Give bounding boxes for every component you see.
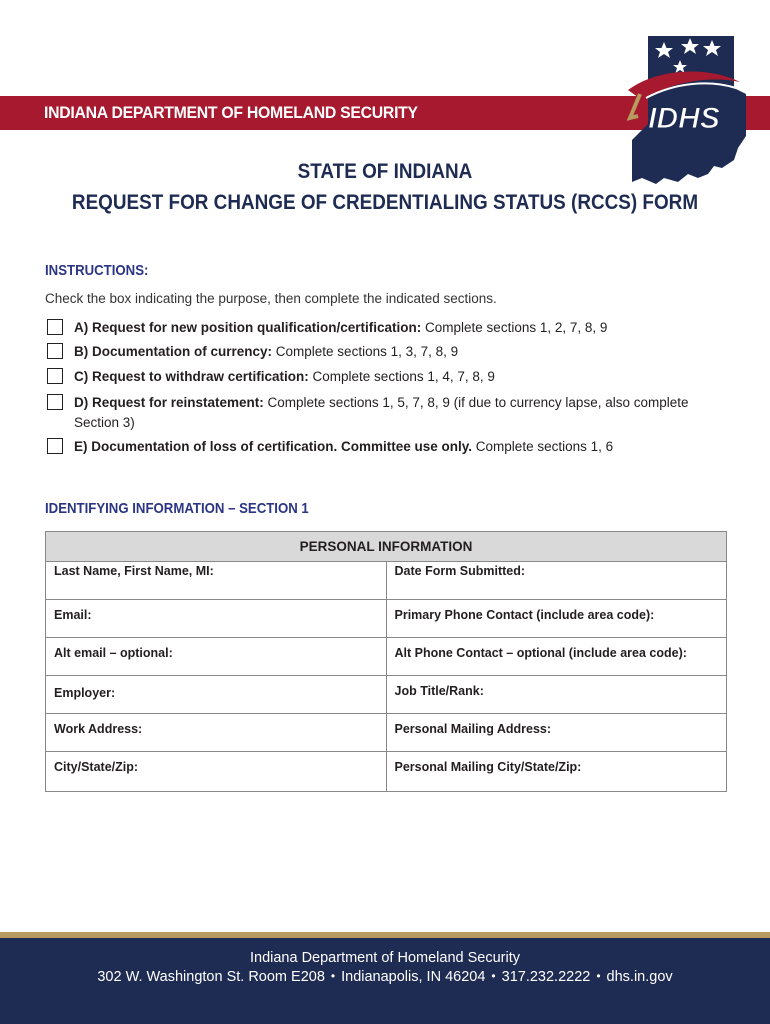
field-alt-phone[interactable]: Alt Phone Contact – optional (include area code): (386, 638, 727, 676)
checkbox-a[interactable] (47, 319, 63, 335)
checkbox-b[interactable] (47, 343, 63, 359)
bullet-icon: • (330, 969, 336, 983)
table-row (46, 600, 727, 638)
footer-contact (0, 969, 770, 985)
field-email[interactable]: Email: (46, 600, 387, 638)
footer-city: Indianapolis, IN 46204 (341, 969, 486, 985)
section1-heading: IDENTIFYING INFORMATION – SECTION 1 (45, 500, 309, 517)
checkbox-e[interactable] (47, 438, 63, 454)
instructions-intro: Check the box indicating the purpose, then complete the indicated sections. (45, 291, 497, 306)
checkbox-d[interactable] (47, 394, 63, 410)
agency-name: INDIANA DEPARTMENT OF HOMELAND SECURITY (44, 103, 418, 122)
field-name[interactable]: Last Name, First Name, MI: (46, 562, 387, 600)
field-alt-email[interactable]: Alt email – optional: (46, 638, 387, 676)
svg-text:IDHS: IDHS (648, 102, 720, 135)
field-job-title[interactable]: Job Title/Rank: (386, 676, 727, 714)
field-primary-phone[interactable]: Primary Phone Contact (include area code): (386, 600, 727, 638)
table-title: PERSONAL INFORMATION (46, 532, 727, 562)
footer-phone: 317.232.2222 (501, 969, 591, 985)
field-mailing-city-state-zip[interactable]: Personal Mailing City/State/Zip: (386, 752, 727, 792)
bullet-icon: • (491, 969, 496, 983)
form-title-line2: REQUEST FOR CHANGE OF CREDENTIALING STATUS (RCCS) FORM (71, 191, 699, 214)
instructions-heading: INSTRUCTIONS: (45, 262, 149, 279)
footer-website[interactable]: dhs.in.gov (606, 969, 673, 985)
option-e-label: E) Documentation of loss of certification. Committee use only. (74, 439, 473, 454)
option-a-label: A) Request for new position qualification/certification: (74, 320, 422, 335)
field-employer[interactable]: Employer: (46, 676, 387, 714)
option-b-detail: Complete sections 1, 3, 7, 8, 9 (272, 344, 459, 359)
footer-address: 302 W. Washington St. Room E208 (97, 969, 325, 985)
form-title-line1: STATE OF INDIANA (297, 160, 473, 183)
table-row (46, 562, 727, 600)
option-a-detail: Complete sections 1, 2, 7, 8, 9 (421, 320, 608, 335)
field-date-submitted[interactable]: Date Form Submitted: (386, 562, 727, 600)
option-d-label: D) Request for reinstatement: (74, 395, 264, 410)
field-city-state-zip[interactable]: City/State/Zip: (46, 752, 387, 792)
option-e-detail: Complete sections 1, 6 (472, 439, 614, 454)
personal-information-table (45, 531, 727, 792)
option-b-label: B) Documentation of currency: (74, 344, 273, 359)
option-c-detail: Complete sections 1, 4, 7, 8, 9 (308, 369, 495, 384)
field-mailing-address[interactable]: Personal Mailing Address: (386, 714, 727, 752)
option-c-label: C) Request to withdraw certification: (74, 369, 309, 384)
table-row (46, 752, 727, 792)
option-d-detail: Complete sections 1, 5, 7, 8, 9 (if due to currency lapse, also complete Section 3) (74, 395, 689, 430)
table-row (46, 714, 727, 752)
table-row (46, 638, 727, 676)
field-work-address[interactable]: Work Address: (46, 714, 387, 752)
footer-agency: Indiana Department of Homeland Security (249, 950, 520, 966)
bullet-icon: • (596, 969, 601, 983)
table-row (46, 676, 727, 714)
checkbox-c[interactable] (47, 368, 63, 384)
